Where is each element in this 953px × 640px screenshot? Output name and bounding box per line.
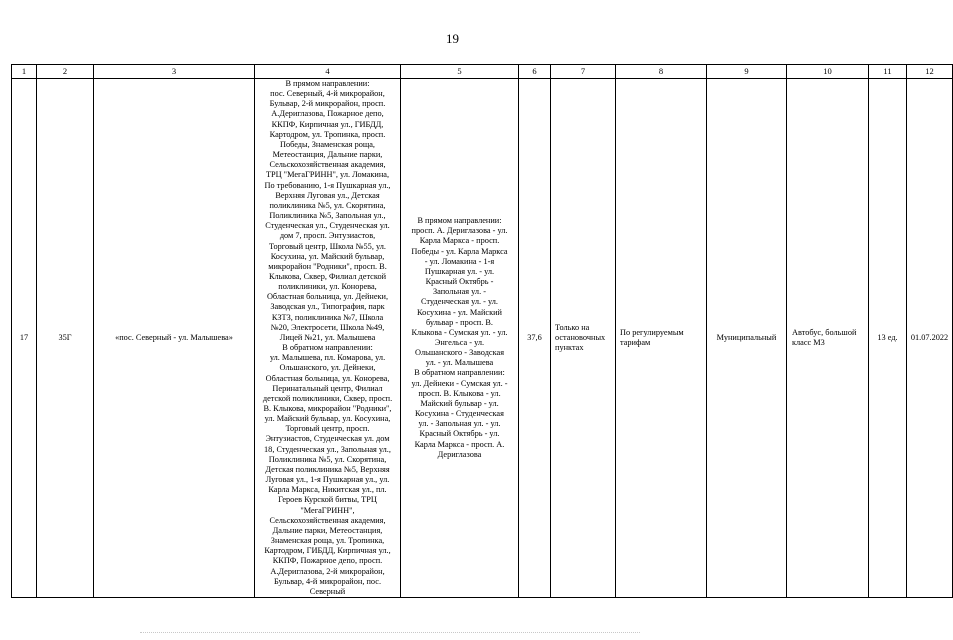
stops-line: Сельскохозяйственная академия, [269,515,386,525]
stops-line: пос. Северный, 4-й микрорайон, [270,89,385,99]
streets-line: Дериглазова [437,449,482,459]
table-row [12,79,953,598]
column-number: 8 [616,65,707,79]
stops-line: Областная больница, ул. Дейнеки, [266,292,389,302]
route-name: «пос. Северный - ул. Малышева» [94,79,255,598]
route-table [11,64,953,598]
streets-line: В обратном направлении: [414,368,505,378]
stops-line: ТРЦ "МегаГРИНН", ул. Ломакина, [265,170,390,180]
stops-line: А.Дериглазова, 2-й микрорайон, [270,566,385,576]
streets-line: Пушкарная ул. - ул. [424,266,495,276]
stops-line: Клыкова, Сквер, Филиал детской [268,271,387,281]
stops-line: Поликлиника №5, ул. Скорятина, [268,454,387,464]
streets-line: Косухина - Студенческая [415,409,504,419]
streets-line: Красный Октябрь - ул. [419,429,500,439]
streets-line: Энгельса - ул. [434,337,485,347]
streets-lines [403,216,516,460]
stops-line: Верхняя Луговая ул., Детская [275,190,380,200]
stops-line: Ольшанского, ул. Дейнеки, [279,363,376,373]
stops-line: Детская поликлиника №5, Верхняя [265,464,390,474]
stops-line: В обратном направлении: [282,343,373,353]
stops-line: микрорайон "Родники", просп. В. [268,261,387,271]
stops-line: Косухина, ул. Майский бульвар, [270,251,385,261]
column-number: 2 [37,65,94,79]
stops-line: Лицей №21, ул. Малышева [279,332,376,342]
stops-line: А.Дериглазова, Пожарное депо, [271,109,384,119]
stops-line: детской поликлиники, Сквер, просп. [262,393,393,403]
streets-line: ул. Дейнеки - Сумская ул. - [411,378,508,388]
column-number: 4 [255,65,401,79]
stops-line: Энтузиастов, Студенческая ул. дом [265,434,390,444]
streets-line: Студенческая ул. - ул. [420,297,499,307]
row-number: 17 [12,79,37,598]
stops-line: Дальние парки, Метеостанция, [272,525,383,535]
stops-line: "МегаГРИНН", [300,505,355,515]
page-number: 19 [446,31,459,46]
column-number: 9 [707,65,787,79]
streets-line: Майский бульвар - ул. [420,398,499,408]
stops-line: Победы, Знаменская роща, [279,139,376,149]
fare-type: По регулируемым тарифам [616,79,707,598]
stops-line: поликлиники, ул. Конорева, [278,282,377,292]
streets-line: Косухина - ул. Майский [417,307,502,317]
stops-line: Луговая ул., 1-я Пушкарная ул., ул. [265,475,390,485]
stops-line: КЗТЗ, поликлиника №7, Школа [271,312,384,322]
stops-line: ул. Майский бульвар, ул. Косухина, [264,414,391,424]
stops-line: Перинатальный центр, Филиал [272,383,383,393]
stops-list [255,79,401,598]
stop-procedure: Только на остановочных пунктах [551,79,616,598]
streets-line: ул. - ул. Малышева [425,358,494,368]
column-number: 3 [94,65,255,79]
streets-line: Победы - ул. Карла Маркса [411,246,508,256]
stops-line: Сельскохозяйственная академия, [269,160,386,170]
streets-line: Клыкова - Сумская ул. - ул. [411,327,508,337]
streets-line: - ул. Ломакина - 1-я [424,256,495,266]
stops-line: поликлиника №5, ул. Скорятина, [269,200,386,210]
stops-line: Метеостанция, Дальние парки, [272,150,383,160]
streets-line: просп. А. Дериглазова - ул. [411,226,508,236]
streets-list [401,79,519,598]
streets-line: Запольная ул. - [433,287,486,297]
stops-line: дом 7, просп. Энтузиастов, [279,231,376,241]
streets-line: ул. - Запольная ул. - ул. [418,419,501,429]
stops-line: Студенческая ул., Студенческая ул. [265,221,390,231]
stops-line: ул. Малышева, пл. Комарова, ул. [269,353,386,363]
stops-line: 18, Студенческая ул., Запольная ул., [264,444,391,454]
route-code: 35Г [37,79,94,598]
stops-line: Знаменская роща, ул. Тропинка, [270,536,385,546]
start-date: 01.07.2022 [907,79,953,598]
stops-line: Героев Курской битвы, ТРЦ [278,495,377,505]
column-number-row [12,65,953,79]
stops-line: Торговый центр, Школа №55, ул. [269,241,386,251]
stops-line: Областная больница, ул. Конорева, [265,373,390,383]
stops-line: ККПФ, Кирпичная ул., ГИБДД, [271,119,384,129]
vehicle-count: 13 ед. [869,79,907,598]
stops-line: В. Клыкова, микрорайон "Родники", [263,404,392,413]
streets-line: Карла Маркса - просп. [419,236,500,246]
column-number: 11 [869,65,907,79]
stops-line: Торговый центр, просп. [285,424,370,434]
stops-lines [257,79,398,597]
stops-line: Бульвар, 4-й микрорайон, пос. [273,576,382,586]
stops-line: Заводская ул., Типография, парк [270,302,385,312]
stops-line: Северный [309,586,346,596]
column-number: 7 [551,65,616,79]
stops-line: Бульвар, 2-й микрорайон, просп. [269,99,386,109]
stops-line: В прямом направлении: [285,79,370,88]
stops-line: Картодром, ГИБДД, Кирпичная ул., [264,546,391,556]
scan-artifact [140,632,640,634]
streets-line: Красный Октябрь - [425,277,494,287]
route-kind: Муниципальный [707,79,787,598]
streets-line: просп. В. Клыкова - ул. [418,388,501,398]
stops-line: Поликлиника №5, Запольная ул., [269,211,386,221]
column-number: 6 [519,65,551,79]
streets-line: Карла Маркса - просп. А. [414,439,505,449]
route-length: 37,6 [519,79,551,598]
column-number: 12 [907,65,953,79]
streets-line: бульвар - просп. В. [426,317,493,327]
stops-line: Карла Маркса, Никитская ул., пл. [268,485,387,495]
stops-line: Картодром, ул. Тропинка, просп. [269,129,386,139]
vehicle-type: Автобус, большой класс М3 [787,79,869,598]
streets-line: Ольшанского - Заводская [414,348,505,358]
stops-line: №20, Электросети, Школа №49, [270,322,385,332]
column-number: 1 [12,65,37,79]
stops-line: По требованию, 1-я Пушкарная ул., [264,180,391,190]
column-number: 10 [787,65,869,79]
column-number: 5 [401,65,519,79]
streets-line: В прямом направлении: [417,216,502,226]
stops-line: ККПФ, Пожарное депо, просп. [272,556,383,566]
